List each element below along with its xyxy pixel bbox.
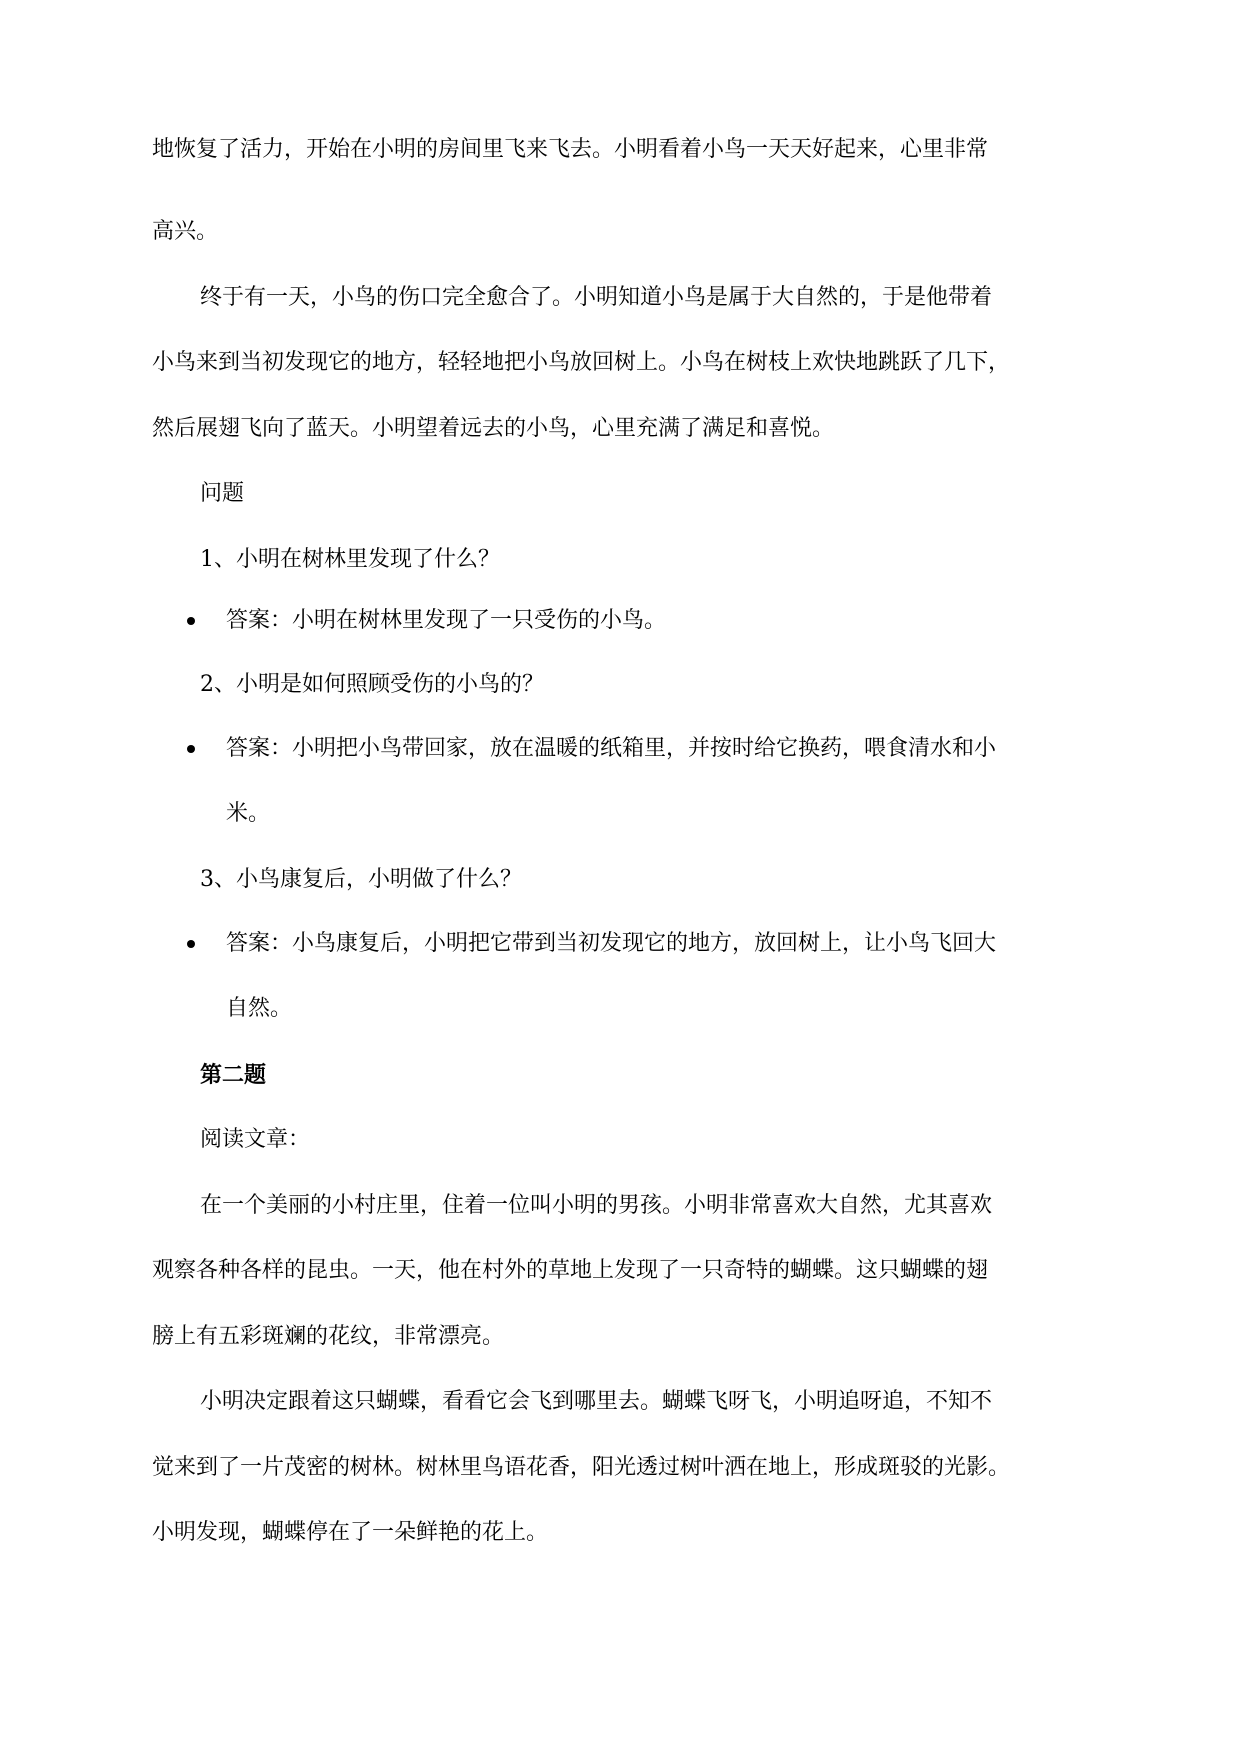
section2-p2-line3: 小明发现，蝴蝶停在了一朵鲜艳的花上。	[152, 1520, 549, 1545]
questions-heading: 问题	[200, 481, 245, 506]
question-1: 1、小明在树林里发现了什么？	[200, 547, 500, 572]
section2-intro: 阅读文章：	[200, 1127, 311, 1152]
answer-1: 答案：小明在树林里发现了一只受伤的小鸟。	[226, 608, 667, 633]
answer-3-line2: 自然。	[226, 996, 293, 1021]
story1-p2-line1: 终于有一天，小鸟的伤口完全愈合了。小明知道小鸟是属于大自然的，于是他带着	[200, 285, 993, 310]
story1-p1-line2: 高兴。	[152, 219, 219, 244]
question-2: 2、小明是如何照顾受伤的小鸟的？	[200, 672, 544, 697]
bullet-dot	[187, 617, 195, 625]
answer-2-line1: 答案：小明把小鸟带回家，放在温暖的纸箱里，并按时给它换药，喂食清水和小	[226, 736, 997, 761]
section2-title: 第二题	[200, 1062, 267, 1088]
section2-p2-line1: 小明决定跟着这只蝴蝶，看看它会飞到哪里去。蝴蝶飞呀飞，小明追呀追，不知不	[200, 1389, 993, 1414]
section2-p1-line3: 膀上有五彩斑斓的花纹，非常漂亮。	[152, 1324, 505, 1349]
section2-p2-line2: 觉来到了一片茂密的树林。树林里鸟语花香，阳光透过树叶洒在地上，形成斑驳的光影。	[152, 1455, 1011, 1480]
answer-2-line2: 米。	[226, 801, 271, 826]
answer-3-line1: 答案：小鸟康复后，小明把它带到当初发现它的地方，放回树上，让小鸟飞回大	[226, 931, 997, 956]
section2-p1-line1: 在一个美丽的小村庄里，住着一位叫小明的男孩。小明非常喜欢大自然，尤其喜欢	[200, 1193, 993, 1218]
section2-p1-line2: 观察各种各样的昆虫。一天，他在村外的草地上发现了一只奇特的蝴蝶。这只蝴蝶的翅	[152, 1258, 989, 1283]
story1-p2-line3: 然后展翅飞向了蓝天。小明望着远去的小鸟，心里充满了满足和喜悦。	[152, 416, 835, 441]
story1-p1-line1: 地恢复了活力，开始在小明的房间里飞来飞去。小明看着小鸟一天天好起来，心里非常	[152, 137, 989, 162]
story1-p2-line2: 小鸟来到当初发现它的地方，轻轻地把小鸟放回树上。小鸟在树枝上欢快地跳跃了几下，	[152, 350, 1011, 375]
question-3: 3、小鸟康复后，小明做了什么？	[200, 867, 522, 892]
bullet-dot	[187, 745, 195, 753]
bullet-dot	[187, 940, 195, 948]
